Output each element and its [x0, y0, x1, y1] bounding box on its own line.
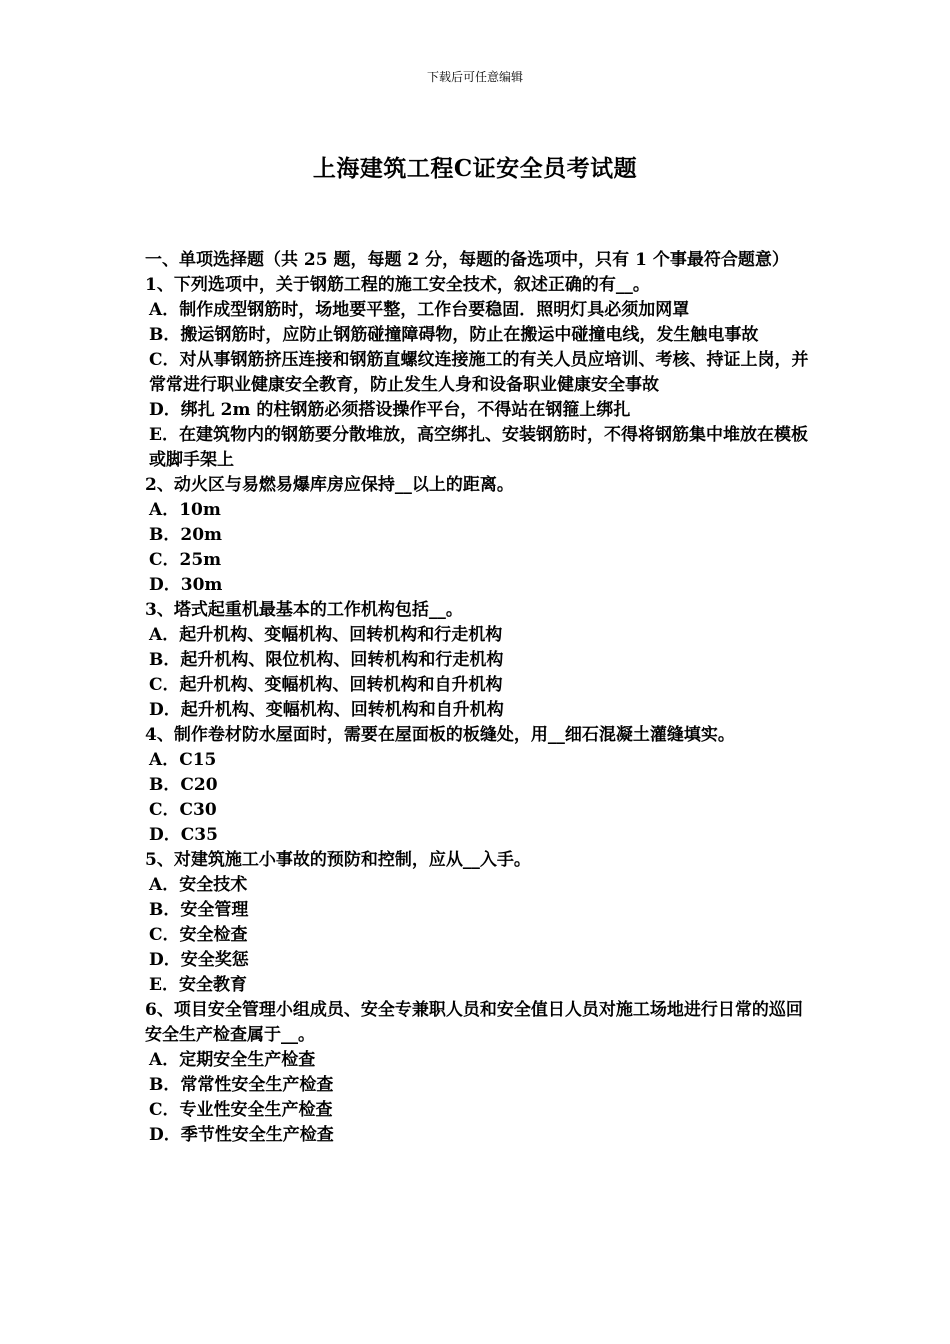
question-stem: 1、下列选项中，关于钢筋工程的施工安全技术，叙述正确的有__。: [145, 275, 650, 295]
option-b: B．常常性安全生产检查: [149, 1075, 334, 1095]
section-heading: 一、单项选择题（共 25 题，每题 2 分，每题的备选项中，只有 1 个事最符合题意）: [145, 250, 789, 270]
option-c: C．25m: [149, 550, 222, 570]
option-d: D．季节性安全生产检查: [149, 1125, 334, 1145]
question-stem: 5、对建筑施工小事故的预防和控制，应从__入手。: [145, 850, 531, 870]
question-6: [145, 998, 810, 1148]
option-c: C．专业性安全生产检查: [149, 1100, 333, 1120]
option-c: C．C30: [149, 800, 217, 820]
question-stem: 3、塔式起重机最基本的工作机构包括__。: [145, 600, 463, 620]
question-stem: 2、动火区与易燃易爆库房应保持__以上的距离。: [145, 475, 514, 495]
header-note: 下载后可任意编辑: [426, 70, 523, 84]
option-b: B．20m: [149, 525, 223, 545]
option-c: C．对从事钢筋挤压连接和钢筋直螺纹连接施工的有关人员应培训、考核、持证上岗，并常常进行职业健康安全教育，防止发生人身和设备职业健康安全事故: [149, 350, 809, 395]
option-d: D．安全奖惩: [149, 950, 249, 970]
question-5: [145, 848, 810, 998]
question-3: [145, 598, 810, 723]
question-stem: 4、制作卷材防水屋面时，需要在屋面板的板缝处，用__细石混凝土灌缝填实。: [145, 725, 735, 745]
option-d: D．起升机构、变幅机构、回转机构和自升机构: [149, 700, 504, 720]
option-b: B．搬运钢筋时，应防止钢筋碰撞障碍物，防止在搬运中碰撞电线，发生触电事故: [149, 325, 759, 345]
question-stem: 6、项目安全管理小组成员、安全专兼职人员和安全值日人员对施工场地进行日常的巡回安全生产检查属于__。: [145, 1000, 803, 1045]
option-e: E．在建筑物内的钢筋要分散堆放，高空绑扎、安装钢筋时，不得将钢筋集中堆放在模板或脚手架上: [149, 425, 808, 470]
option-a: A．起升机构、变幅机构、回转机构和行走机构: [149, 625, 503, 645]
option-d: D．绑扎 2m 的柱钢筋必须搭设操作平台，不得站在钢箍上绑扎: [149, 400, 631, 420]
question-4: [145, 723, 810, 848]
option-a: A．C15: [149, 750, 217, 770]
option-a: A．10m: [149, 500, 221, 520]
question-1: [145, 273, 810, 473]
option-b: B．起升机构、限位机构、回转机构和行走机构: [149, 650, 504, 670]
question-2: [145, 473, 810, 598]
option-c: C．起升机构、变幅机构、回转机构和自升机构: [149, 675, 503, 695]
exam-content: [145, 248, 810, 1148]
option-d: D．30m: [149, 575, 223, 595]
option-b: B．C20: [149, 775, 218, 795]
option-d: D．C35: [149, 825, 218, 845]
option-a: A．制作成型钢筋时，场地要平整，工作台要稳固．照明灯具必须加网罩: [149, 300, 690, 320]
option-b: B．安全管理: [149, 900, 249, 920]
option-a: A．安全技术: [149, 875, 248, 895]
document-title: 上海建筑工程C证安全员考试题: [312, 155, 638, 182]
option-c: C．安全检查: [149, 925, 248, 945]
option-a: A．定期安全生产检查: [149, 1050, 316, 1070]
option-e: E．安全教育: [149, 975, 247, 995]
